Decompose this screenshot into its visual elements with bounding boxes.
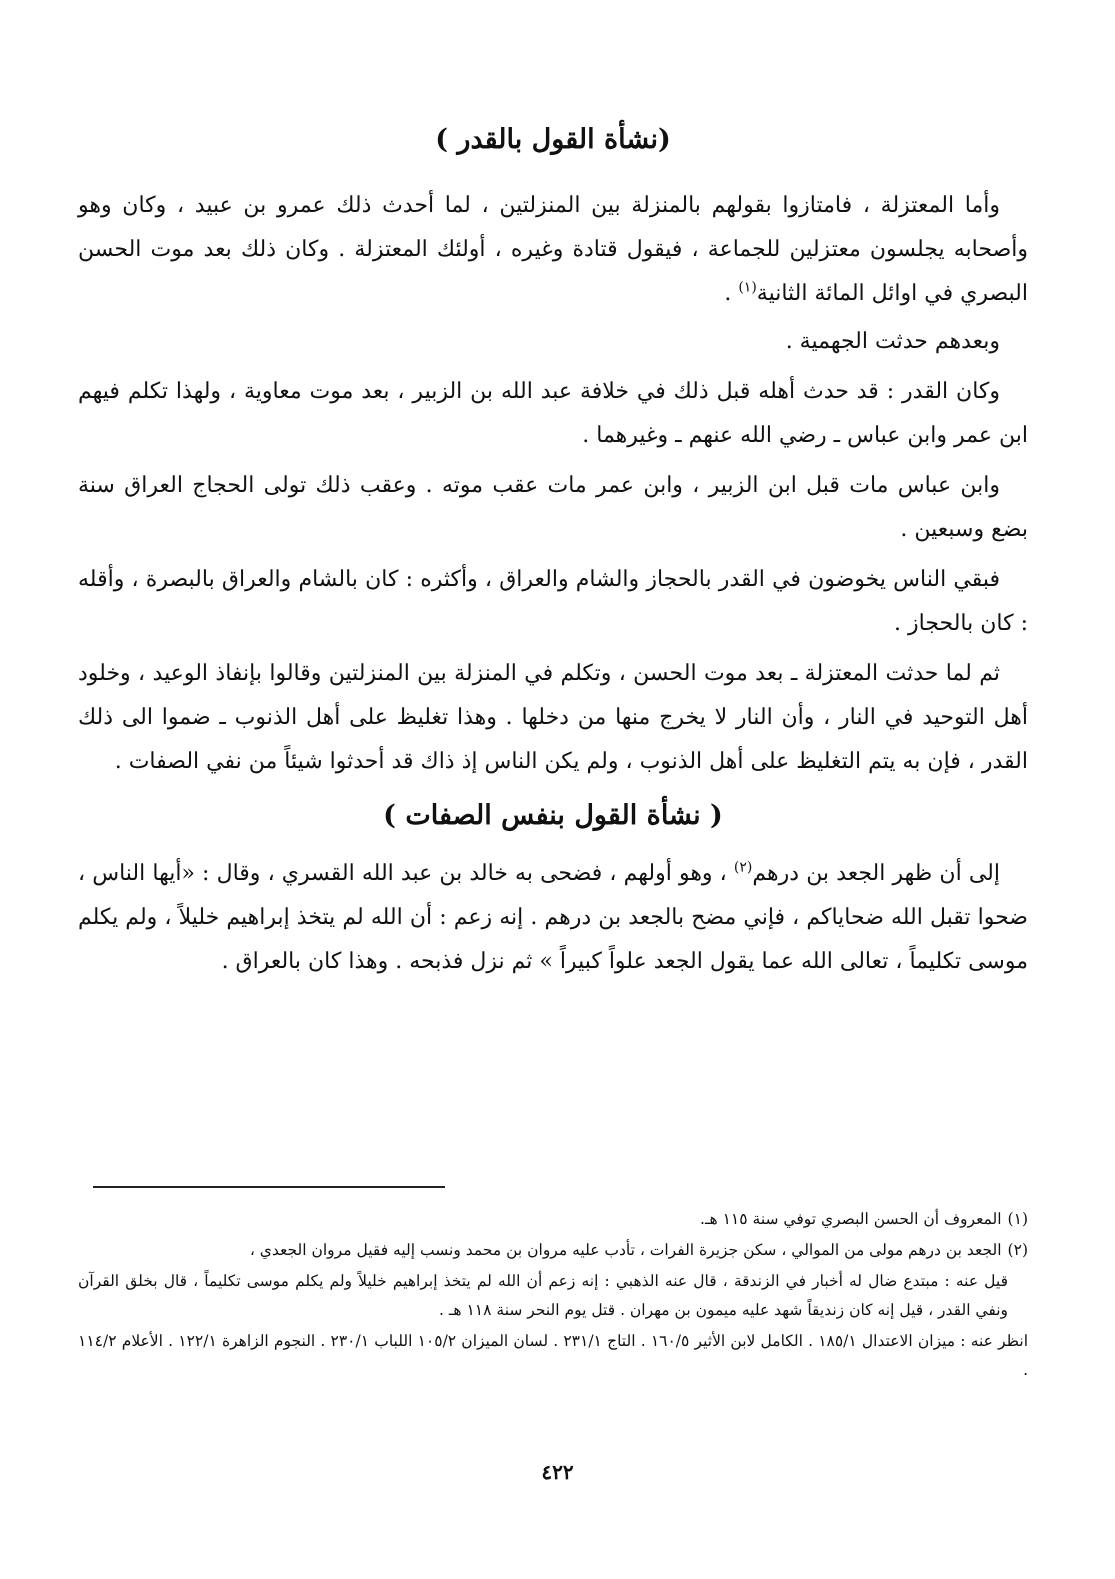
footnote-sources: انظر عنه : ميزان الاعتدال ١٨٥/١ . الكامل لابن الأثير ١٦٠/٥ . التاج ٢٣١/١ . لسان الميزان ١٠٥/٢ اللباب ٢٣٠/١ . النجوم الزاهرة ١٢٢/١ . الأعلام ١١٤/٢ . bbox=[78, 1332, 1029, 1379]
paragraph-mutazila-text: وأما المعتزلة ، فامتازوا بقولهم بالمنزلة بين المنزلتين ، لما أحدث ذلك عمرو بن عبيد ، وكان وهو وأصحابه يجلسون معتزلين للجماعة ، فيقول قتادة وغيره ، أولئك المعتزلة . وكان ذلك بعد موت الحسن البصري في اوائل المائة الثانية bbox=[78, 193, 1028, 306]
paragraph-mutazila-waid: ثم لما حدثت المعتزلة ـ بعد موت الحسن ، وتكلم في المنزلة بين المنزلتين وقالوا بإنفاذ الوعيد ، وخلود أهل التوحيد في النار ، وأن النار لا يخرج منها من دخلها . وهذا تغليظ على أهل الذنوب ـ ضموا الى ذلك القدر ، فإن به يتم التغليظ على أهل الذنوب ، ولم يكن الناس إذ ذاك قد أحدثوا شيئاً من نفي الصفات . bbox=[78, 661, 1028, 774]
footnote-1-number: (١) bbox=[1007, 1210, 1028, 1228]
footnote-ref-2: (٢) bbox=[733, 859, 753, 876]
paragraph-mutazila-tail: . bbox=[724, 281, 739, 306]
page-body bbox=[78, 118, 1028, 990]
footnote-2-text: الجعد بن درهم مولى من الموالي ، سكن جزيرة الفرات ، تأدب عليه مروان بن محمد ونسب إليه فقيل مروان الجعدي ، bbox=[249, 1241, 1002, 1259]
footnote-2-number: (٢) bbox=[1007, 1241, 1028, 1259]
footnote-1-text: المعروف أن الحسن البصري توفي سنة ١١٥ هـ. bbox=[700, 1210, 1002, 1228]
page-number: ٤٢٢ bbox=[541, 1460, 574, 1484]
paragraph-jad-text-start: إلى أن ظهر الجعد بن درهم bbox=[752, 861, 1000, 886]
footnote-divider bbox=[93, 1186, 445, 1188]
paragraph-mutazila bbox=[78, 184, 1028, 316]
paragraph-jad-bin-dirham bbox=[78, 852, 1028, 984]
paragraph-people-hijaz: فبقي الناس يخوضون في القدر بالحجاز والشام والعراق ، وأكثره : كان بالشام والعراق بالبصرة ، وأقله : كان بالحجاز . bbox=[78, 567, 1028, 636]
paragraph-jahmiyya: وبعدهم حدثت الجهمية . bbox=[785, 329, 1000, 354]
section-heading-sifat: ( نشأة القول بنفس الصفات ) bbox=[383, 800, 723, 831]
footnote-1 bbox=[78, 1205, 1028, 1234]
footnote-2 bbox=[78, 1236, 1028, 1265]
footnotes bbox=[78, 1205, 1028, 1387]
paragraph-qadar-origin: وكان القدر : قد حدث أهله قبل ذلك في خلافة عبد الله بن الزبير ، بعد موت معاوية ، ولهذا تكلم فيهم ابن عمر وابن عباس ـ رضي الله عنهم ـ وغيرهما . bbox=[78, 379, 1028, 448]
paragraph-ibn-abbas: وابن عباس مات قبل ابن الزبير ، وابن عمر مات عقب موته . وعقب ذلك تولى الحجاج العراق سنة بضع وسبعين . bbox=[78, 473, 1028, 542]
paragraph-jad-text-rest: ، وهو أولهم ، فضحى به خالد بن عبد الله القسري ، وقال : «أيها الناس ، ضحوا تقبل الله ضحاياكم ، فإني مضح بالجعد بن درهم . إنه زعم : أن الله لم يتخذ إبراهيم خليلاً ، ولم يكلم موسى تكليماً ، تعالى الله عما يقول الجعد علواً كبيراً » ثم نزل فذبحه . وهذا كان بالعراق . bbox=[78, 861, 1028, 974]
footnote-ref-1: (١) bbox=[738, 279, 757, 296]
footnote-2-continuation: قيل عنه : مبتدع ضال له أخبار في الزندقة ، قال عنه الذهبي : إنه زعم أن الله لم يتخذ إبراهيم خليلاً ولم يكلم موسى تكليماً ، قال بخلق القرآن ونفي القدر ، قيل إنه كان زنديقاً شهد عليه ميمون بن مهران . قتل يوم النحر سنة ١١٨ هـ . bbox=[78, 1272, 1008, 1319]
section-heading-qadar: (نشأة القول بالقدر ) bbox=[435, 124, 671, 155]
